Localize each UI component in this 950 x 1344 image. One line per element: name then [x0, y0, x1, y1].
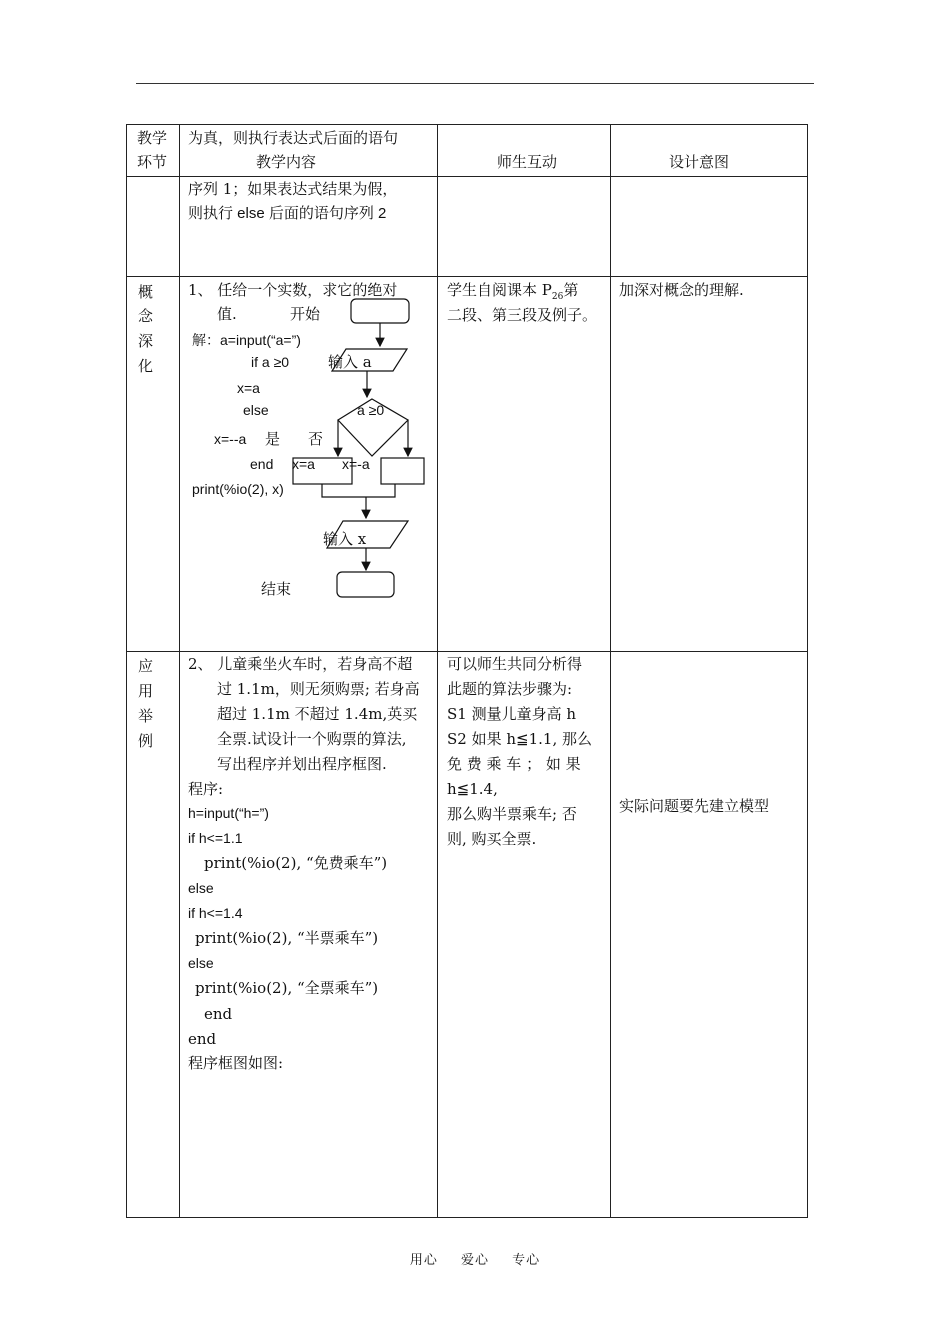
row3-label-char: 用	[138, 682, 154, 700]
code-line: if a ≥0	[251, 354, 290, 370]
row2-label-char: 概	[138, 283, 154, 301]
code-line: end	[250, 456, 274, 472]
code-line: else	[243, 402, 269, 418]
row2-intent-text: 加深对概念的理解.	[619, 281, 744, 299]
footer-word: 爱心	[460, 1253, 489, 1268]
code-line: x=--a	[214, 431, 247, 447]
page-footer	[0, 1249, 950, 1268]
row3-code-line: h=input(“h=”)	[188, 805, 269, 821]
header-content-carryover: 为真，则执行表达式后面的语句	[188, 129, 399, 147]
row3-interaction-line: 那么购半票乘车; 否	[447, 805, 577, 823]
row3-label-char: 例	[138, 732, 154, 750]
row3-code-line: print(%io(2), “全票乘车”)	[195, 979, 379, 997]
header-interaction-title: 师生互动	[497, 153, 558, 171]
row3-content-line: 程序:	[188, 780, 224, 798]
row2-interaction-line1	[447, 280, 578, 307]
row3-code-line: else	[188, 955, 214, 971]
flow-output-label: 输入 x	[323, 530, 367, 548]
flow-end-label: 结束	[261, 580, 292, 598]
flow-start-label: 开始	[290, 305, 321, 323]
row3-intent-text: 实际问题要先建立模型	[619, 797, 770, 815]
row2-interaction-line2: 二段、第三段及例子。	[447, 306, 598, 324]
header-stage-line1: 教学	[137, 129, 168, 147]
flow-end-box	[337, 572, 394, 597]
row2-label-char: 深	[138, 332, 154, 350]
row3-code-line: print(%io(2), “免费乘车”)	[204, 854, 388, 872]
header-stage-line2: 环节	[137, 153, 168, 171]
row2-question-line2: 值.	[217, 305, 237, 323]
header-intent-title: 设计意图	[669, 153, 730, 171]
row3-interaction-line: 免 费 乘 车 ； 如 果	[447, 755, 581, 773]
row3-interaction-line: S2 如果 h≦1.1, 那么	[447, 730, 592, 748]
row2-label-char: 念	[138, 307, 154, 325]
row3-interaction-line: 则, 购买全票.	[447, 830, 537, 848]
flow-start-box	[351, 299, 409, 323]
row1-content-line2-text: 则执行 else 后面的语句序列 2	[188, 205, 387, 222]
row3-interaction-line: S1 测量儿童身高 h	[447, 705, 577, 723]
row2-label-char: 化	[138, 357, 154, 375]
flow-x-eq-neg-a-box	[381, 458, 424, 484]
row3-code-line: print(%io(2), “半票乘车”)	[195, 929, 379, 947]
row3-content-line: 程序框图如图:	[188, 1054, 284, 1072]
row2-interaction-text: 学生自阅课本 P	[447, 281, 552, 299]
flow-input-a-label: 输入 a	[328, 353, 372, 371]
row3-content-line: 过 1.1m，则无须购票; 若身高	[217, 680, 420, 698]
row2-question-line1: 1、 任给一个实数，求它的绝对	[188, 281, 398, 299]
row3-content-line: 写出程序并划出程序框图.	[217, 755, 387, 773]
row3-code-line: if h<=1.4	[188, 905, 243, 921]
footer-word: 专心	[512, 1253, 541, 1268]
row3-code-line: end	[188, 1030, 217, 1048]
header-content-title: 教学内容	[256, 153, 317, 171]
row3-interaction-line: 可以师生共同分析得	[447, 655, 583, 673]
row2-interaction-tail: 第	[563, 281, 579, 299]
row3-code-line: else	[188, 880, 214, 896]
footer-word: 用心	[409, 1253, 438, 1268]
row2-interaction-subscript: 26	[551, 292, 564, 302]
flow-x-eq-a-label: x=a	[292, 456, 315, 472]
row3-code-line: end	[204, 1005, 233, 1023]
row3-content-line: 超过 1.1m 不超过 1.4m,英买	[217, 705, 418, 723]
flow-condition-label: a ≥0	[357, 402, 385, 418]
code-line: print(%io(2), x)	[192, 481, 284, 497]
row3-label-char: 应	[138, 657, 154, 675]
row3-interaction-line: 此题的算法步骤为:	[447, 680, 573, 698]
row3-content-line: 全票.试设计一个购票的算法,	[217, 730, 407, 748]
row1-content-line1: 序列 1；如果表达式结果为假，	[188, 180, 398, 198]
row3-interaction-line: h≦1.4,	[447, 780, 498, 798]
flow-yes-label: 是	[265, 430, 281, 448]
row3-code-line: if h<=1.1	[188, 830, 243, 846]
row3-label-char: 举	[138, 707, 154, 725]
row3-content-line: 2、 儿童乘坐火车时，若身高不超	[188, 655, 413, 673]
code-line: 解：a=input(“a=”)	[192, 332, 301, 348]
code-line: x=a	[237, 380, 260, 396]
flow-no-label: 否	[308, 430, 324, 448]
flow-x-eq-neg-a-label: x=-a	[342, 456, 370, 472]
